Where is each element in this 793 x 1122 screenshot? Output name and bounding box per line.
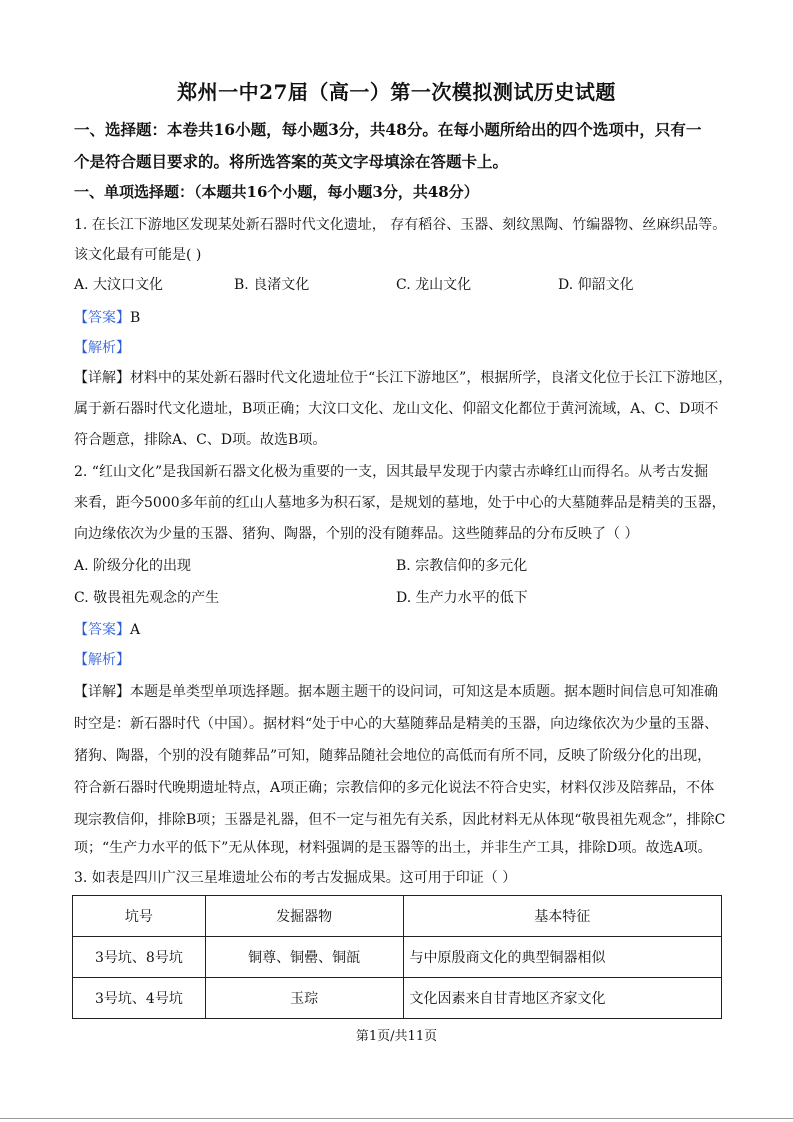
q2-option-a: A. 阶级分化的出现 xyxy=(74,558,192,574)
table-header-cell: 基本特征 xyxy=(403,896,721,937)
q3-table xyxy=(72,895,722,1019)
table-cell: 3号坑、4号坑 xyxy=(73,978,206,1019)
bottom-divider xyxy=(0,1118,793,1119)
table-cell: 玉琮 xyxy=(205,978,403,1019)
table-row xyxy=(73,978,722,1019)
table-header-cell: 坑号 xyxy=(73,896,206,937)
q1-detail-line1 xyxy=(74,368,733,388)
q1-option-d: D. 仰韶文化 xyxy=(558,277,634,293)
q1-detail-line3: 符合题意，排除A、C、D项。故选B项。 xyxy=(74,432,327,448)
q2-answer-value: A xyxy=(130,622,141,638)
q1-detail-line2: 属于新石器时代文化遗址，B项正确；大汶口文化、龙山文化、仰韶文化都位于黄河流域，A、C、D项不 xyxy=(74,401,719,417)
q1-stem-line2: 该文化最有可能是( ) xyxy=(74,247,202,263)
page-title: 郑州一中27届（高一）第一次模拟测试历史试题 xyxy=(177,80,616,104)
q1-answer xyxy=(74,308,724,328)
q2-option-d: D. 生产力水平的低下 xyxy=(396,590,528,606)
q1-option-a: A. 大汶口文化 xyxy=(74,277,164,293)
section-heading: 一、单项选择题：（本题共16个小题，每小题3分，共48分） xyxy=(74,183,479,201)
q2-detail-line1 xyxy=(74,682,724,702)
q2-answer xyxy=(74,620,724,640)
page-footer: 第1页/共11页 xyxy=(355,1029,438,1044)
q2-option-c: C. 敬畏祖先观念的产生 xyxy=(74,590,220,606)
q2-detail-text1: 本题是单类型单项选择题。据本题主题干的设问词，可知这是本质题。据本题时间信息可知准确 xyxy=(130,684,718,700)
q1-analysis-label: 【解析】 xyxy=(74,340,130,356)
q2-detail-line6: 项；“生产力水平的低下”无从体现，材料强调的是玉器等的出土，并非生产工具，排除D项。故选A项。 xyxy=(74,840,712,856)
q2-detail-line2: 时空是：新石器时代（中国）。据材料“处于中心的大墓随葬品是精美的玉器，向边缘依次为少量的玉器、 xyxy=(74,716,719,732)
table-cell: 文化因素来自甘青地区齐家文化 xyxy=(403,978,721,1019)
q1-option-c: C. 龙山文化 xyxy=(396,277,472,293)
q1-option-b: B. 良渚文化 xyxy=(234,277,310,293)
table-row xyxy=(73,937,722,978)
table-header-cell: 发掘器物 xyxy=(205,896,403,937)
q1-detail-text1: 材料中的某处新石器时代文化遗址位于“长江下游地区”，根据所学，良渚文化位于长江下游地区， xyxy=(130,370,733,386)
q2-stem-line2: 来看，距今5000多年前的红山人墓地多为积石冢，是规划的墓地，处于中心的大墓随葬品是精美的玉器， xyxy=(74,495,726,511)
table-cell: 3号坑、8号坑 xyxy=(73,937,206,978)
table-header-row xyxy=(73,896,722,937)
q3-stem: 3. 如表是四川广汉三星堆遗址公布的考古发掘成果。这可用于印证（ ） xyxy=(74,870,517,886)
q2-option-b: B. 宗教信仰的多元化 xyxy=(396,558,528,574)
q1-stem-line1: 1. 在长江下游地区发现某处新石器时代文化遗址， 存有稻谷、玉器、刻纹黑陶、竹编器物、丝麻织品等。 xyxy=(74,217,727,233)
q2-detail-line3: 猪狗、陶器，个别的没有随葬品”可知，随葬品随社会地位的高低而有所不同，反映了阶级分化的出现， xyxy=(74,748,712,764)
q2-stem-line3: 向边缘依次为少量的玉器、猪狗、陶器，个别的没有随葬品。这些随葬品的分布反映了（ ） xyxy=(74,526,639,542)
q2-stem-line1: 2. “红山文化”是我国新石器文化极为重要的一支，因其最早发现于内蒙古赤峰红山而得名。从考古发掘 xyxy=(74,464,709,480)
q2-analysis-label: 【解析】 xyxy=(74,652,130,668)
q1-answer-value: B xyxy=(130,310,141,326)
q2-detail-line4: 符合新石器时代晚期遗址特点，A项正确；宗教信仰的多元化说法不符合史实，材料仅涉及陪葬品，不体 xyxy=(74,780,715,796)
q1-detail-label: 【详解】 xyxy=(74,370,130,386)
q2-answer-label: 【答案】 xyxy=(74,622,130,638)
q1-answer-label: 【答案】 xyxy=(74,310,130,326)
q2-detail-label: 【详解】 xyxy=(74,684,130,700)
q2-detail-line5: 现宗教信仰，排除B项；玉器是礼器，但不一定与祖先有关系，因此材料无从体现“敬畏祖先观念”，排除C xyxy=(74,812,726,828)
table-cell: 铜尊、铜罍、铜瓿 xyxy=(205,937,403,978)
table-cell: 与中原殷商文化的典型铜器相似 xyxy=(403,937,721,978)
section-instruction-line1: 一、选择题：本卷共16小题，每小题3分，共48分。在每小题所给出的四个选项中，只有一 xyxy=(74,120,702,139)
section-instruction-line2: 个是符合题目要求的。将所选答案的英文字母填涂在答题卡上。 xyxy=(74,152,509,171)
